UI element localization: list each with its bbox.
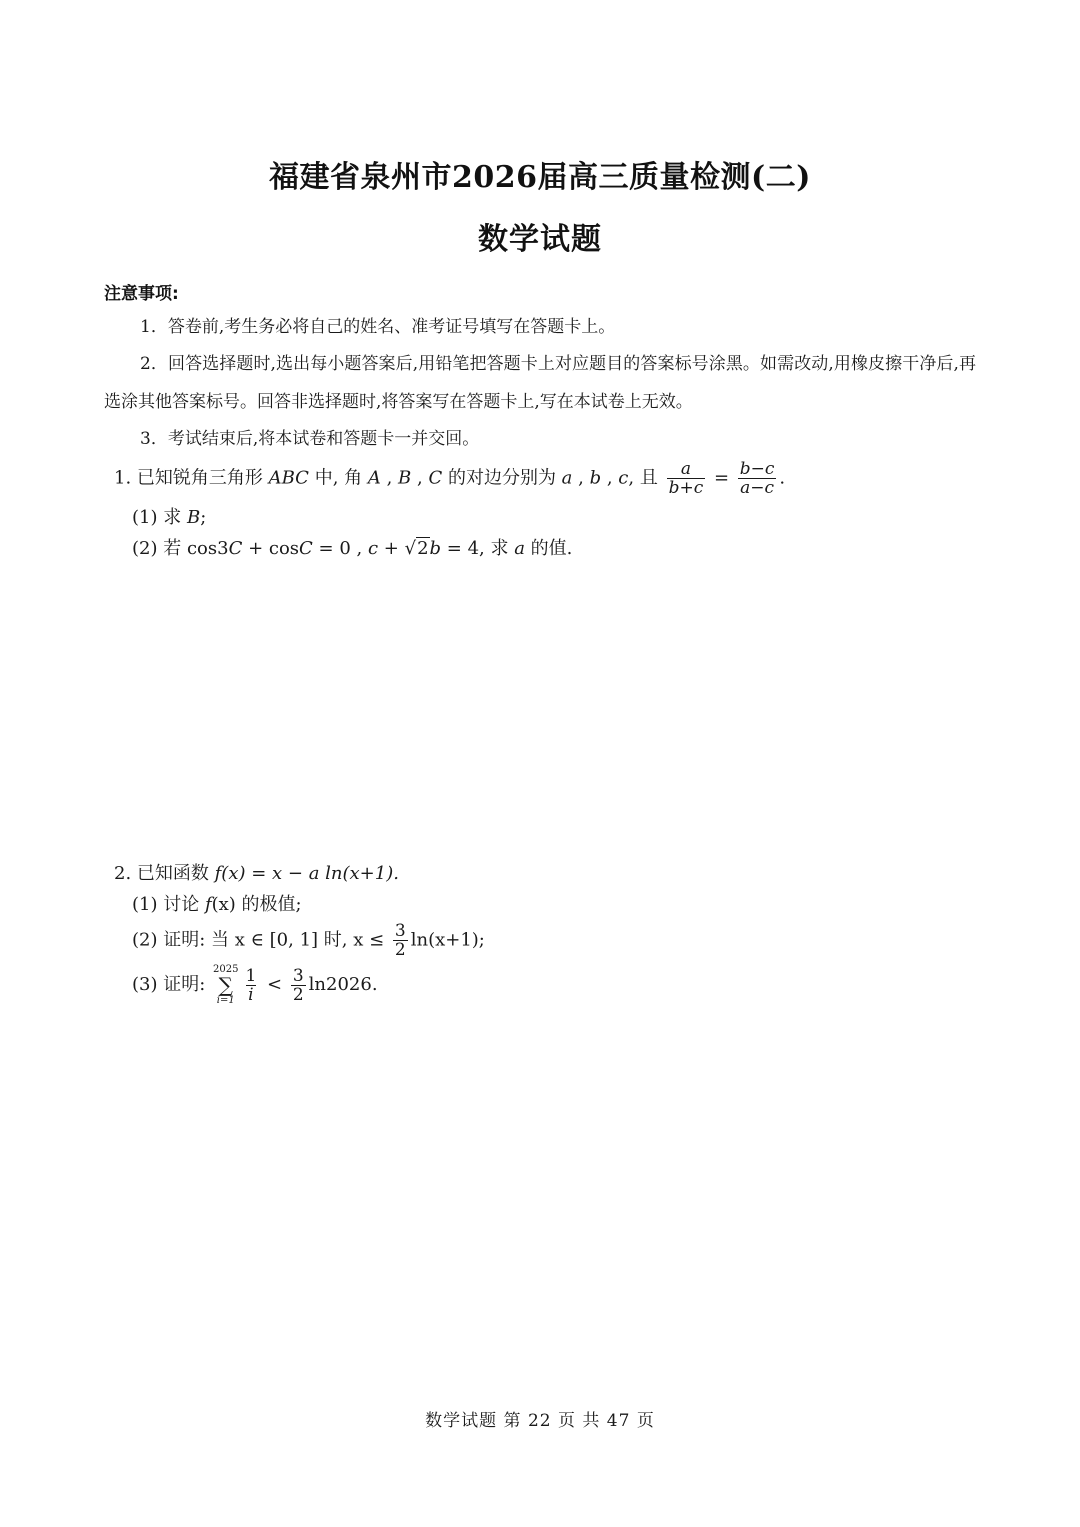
- q1-fraction-left: $\frac{a}{b+c}$: [668, 459, 704, 498]
- notice-heading: 注意事项:: [104, 284, 179, 304]
- question-1-part-1: (1) 求 B;: [132, 507, 207, 528]
- question-1-part-2: (2) 若 cos3C + cosC = 0 , c + √2b = 4, 求 a 的值.: [132, 538, 573, 559]
- page-footer: 数学试题 第 22 页 共 47 页: [425, 1411, 655, 1431]
- q1-angle-c: C: [428, 467, 443, 489]
- question-2-part-1: (1) 讨论 f(x) 的极值;: [132, 894, 302, 915]
- q2-part2-fraction: $\frac{3}{2}$: [394, 921, 406, 960]
- notice-item-2: 2．回答选择题时,选出每小题答案后,用铅笔把答题卡上对应题目的答案标号涂黑。如需改动,用橡皮擦干净后,再选涂其他答案标号。回答非选择题时,将答案写在答题卡上,写在本试卷上无效。: [104, 354, 976, 412]
- question-2-stem: 2. 已知函数 f(x) = x − a ln(x+1).: [114, 863, 399, 884]
- q1-side-a: a: [561, 467, 573, 489]
- q2-part3-fraction-2: $\frac{3}{2}$: [292, 965, 304, 1005]
- q1-text-c: 的对边分别为: [442, 467, 562, 489]
- summation-symbol: 2025 ∑ i=1: [213, 964, 239, 1006]
- sqrt-symbol: √2: [404, 538, 429, 559]
- q1-side-b: b: [589, 467, 602, 489]
- notice-item-1: 1．答卷前,考生务必将自己的姓名、准考证号填写在答题卡上。: [140, 317, 616, 337]
- q2-part3-fraction: $\frac{1}{i}$: [245, 965, 257, 1005]
- q1-text-b: 中, 角: [308, 467, 368, 489]
- question-1-stem: 1. 已知锐角三角形 ABC 中, 角 A , B , C 的对边分别为 a , b , c, 且 $\frac{a}{b+c}$ = $\frac{b-c}{a-c}$ .: [114, 459, 786, 498]
- page-title: 福建省泉州市2026届高三质量检测(二): [269, 160, 811, 195]
- question-2-part-2: (2) 证明: 当 x ∈ [0, 1] 时, x ≤ $\frac{3}{2}$ ln(x+1);: [132, 921, 485, 960]
- question-2-part-3: (3) 证明: 2025 ∑ i=1 $\frac{1}{i}$ < $\frac{3}{2}$ ln2026.: [132, 964, 378, 1006]
- q1-side-c: c: [618, 467, 629, 489]
- q1-text-a: 1. 已知锐角三角形: [114, 467, 269, 489]
- q1-angle-a: A: [367, 467, 381, 489]
- q1-text-d: , 且: [628, 467, 658, 489]
- q1-angle-b: B: [398, 467, 412, 489]
- q1-triangle: ABC: [268, 467, 309, 489]
- q1-fraction-right: $\frac{b-c}{a-c}$: [739, 459, 775, 498]
- notice-item-3: 3．考试结束后,将本试卷和答题卡一并交回。: [140, 429, 480, 449]
- page-subtitle: 数学试题: [478, 222, 602, 257]
